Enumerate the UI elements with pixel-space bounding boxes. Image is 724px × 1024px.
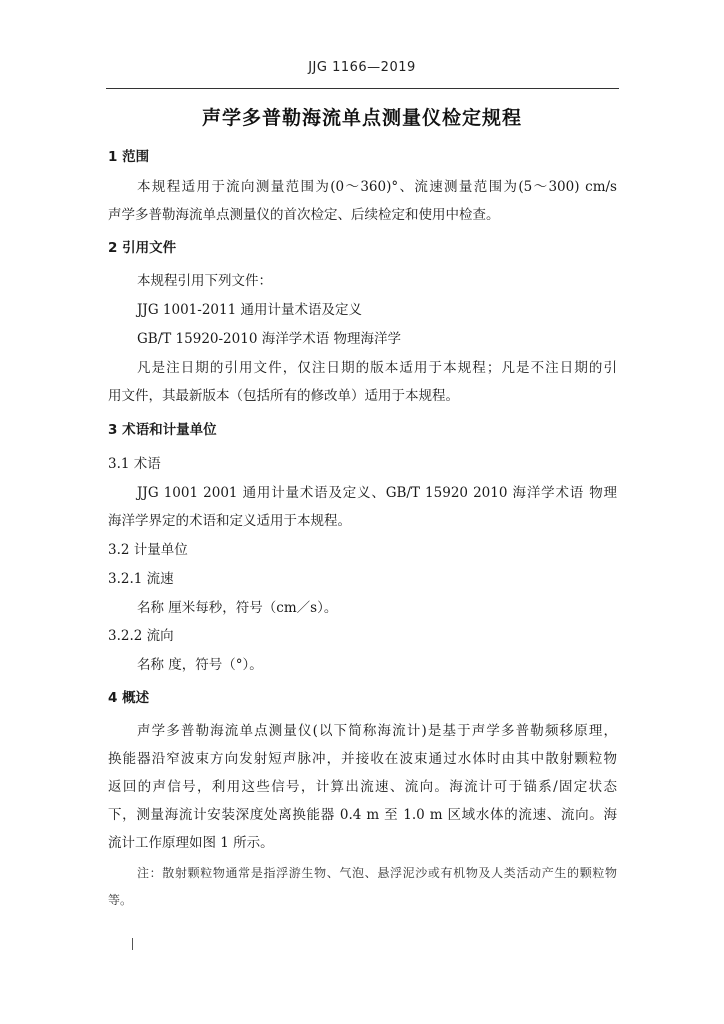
section-4-note-line-1: 注：散射颗粒物通常是指浮游生物、气泡、悬浮泥沙或有机物及人类活动产生的颗粒物 (137, 866, 617, 880)
section-2-heading: 2 引用文件 (108, 240, 177, 256)
section-4-note-line-2: 等。 (108, 893, 133, 907)
section-3-2-1-heading: 3.2.1 流速 (108, 571, 174, 587)
section-1-paragraph-line-2: 声学多普勒海流单点测量仪的首次检定、后续检定和使用中检查。 (108, 207, 500, 223)
section-1-paragraph-line-1: 本规程适用于流向测量范围为(0～360)°、流速测量范围为(5～300) cm/s (137, 179, 617, 195)
section-3-1-paragraph-line-2: 海洋学界定的术语和定义适用于本规程。 (108, 513, 351, 529)
section-4-heading: 4 概述 (108, 690, 150, 706)
section-2-reference-2: GB/T 15920-2010 海洋学术语 物理海洋学 (137, 331, 401, 347)
section-4-paragraph-line-1: 声学多普勒海流单点测量仪(以下简称海流计)是基于声学多普勒频移原理， (137, 723, 617, 739)
standard-code: JJG 1166—2019 (308, 60, 416, 75)
section-2-paragraph-line-2: 用文件，其最新版本（包括所有的修改单）适用于本规程。 (108, 388, 459, 404)
section-3-2-2-paragraph: 名称 度，符号（°）。 (137, 657, 263, 673)
section-3-2-1-paragraph: 名称 厘米每秒，符号（cm／s）。 (137, 600, 338, 616)
section-1-heading: 1 范围 (108, 149, 150, 165)
section-3-1-paragraph-line-1: JJG 1001 2001 通用计量术语及定义、GB/T 15920 2010 海洋学术语 物理 (137, 485, 617, 501)
header-divider (106, 88, 619, 89)
page-mark (132, 938, 133, 950)
section-4-paragraph-line-5: 流计工作原理如图 1 所示。 (108, 835, 274, 851)
section-3-1-heading: 3.1 术语 (108, 456, 161, 472)
section-4-paragraph-line-2: 换能器沿窄波束方向发射短声脉冲，并接收在波束通过水体时由其中散射颗粒物 (108, 751, 617, 767)
section-3-2-heading: 3.2 计量单位 (108, 542, 188, 558)
section-4-paragraph-line-3: 返回的声信号，利用这些信号，计算出流速、流向。海流计可于锚系/固定状态 (108, 779, 617, 795)
section-2-intro: 本规程引用下列文件： (137, 273, 272, 289)
section-2-reference-1: JJG 1001-2011 通用计量术语及定义 (137, 302, 362, 318)
section-3-heading: 3 术语和计量单位 (108, 422, 217, 438)
section-3-2-2-heading: 3.2.2 流向 (108, 628, 174, 644)
section-4-paragraph-line-4: 下，测量海流计安装深度处离换能器 0.4 m 至 1.0 m 区域水体的流速、流向。海 (108, 807, 617, 823)
document-title: 声学多普勒海流单点测量仪检定规程 (201, 107, 522, 129)
section-2-paragraph-line-1: 凡是注日期的引用文件，仅注日期的版本适用于本规程；凡是不注日期的引 (137, 360, 617, 376)
